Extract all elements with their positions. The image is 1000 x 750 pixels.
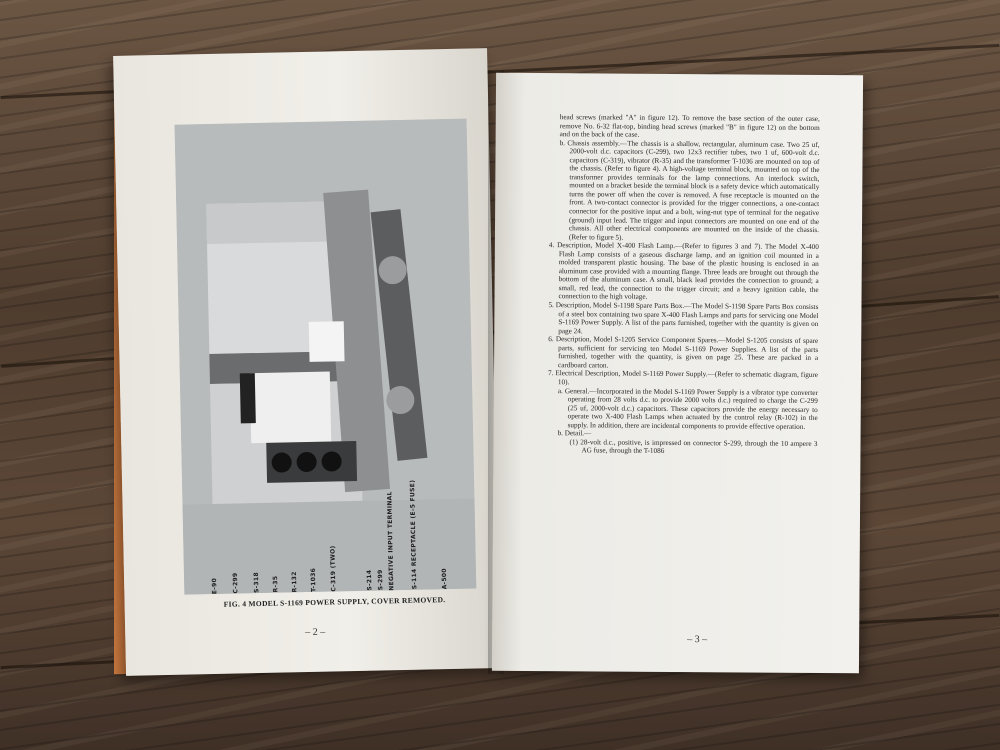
open-booklet: [114, 44, 864, 676]
paragraph: b. Chassis assembly.—The chassis is a shallow, rectangular, aluminum case. Two 25 uf, 2000-volt d.c. capacitors (C-299), two 12x3 rectifier tubes, two 1 uf, 600-volt d.c. capacitors (C-319), vibrator (R-35) and the transformer T-1036 are mounted on top of the chassis. (Refer to figure 4). A high-voltage terminal block, mounted on top of the transformer provides terminals for the lamp connections. An interlock switch, mounted on a bracket beside the terminal block is a safety device which automatically turns the power off when the cover is removed. A fuse receptacle is mounted on the front. A two-contact connector is provided for the trigger connections, a one-contact connector for the positive input and a bolt, wing-nut type of terminal for the negative (ground) input lead. The trigger and input connectors are mounted on one end of the chassis. All other electrical components are mounted on the inside of the chassis. (Refer to figure 5).: [559, 138, 820, 242]
label-s318: S-318: [252, 572, 261, 594]
paragraph: head screws (marked "A" in figure 12). To remove the base section of the outer case, remove No. 6-32 flat-top, binding head screws (marked "B" in figure 12) on the bottom and on the back of the case.: [559, 113, 820, 139]
page-number-right: – 3 –: [687, 634, 708, 646]
paragraph: 4. Description, Model X-400 Flash Lamp.—(Refer to figures 3 and 7). The Model X-400 Flash Lamp consists of a gaseous discharge lamp, and an ignition coil mounted in a molded transparent plastic housing. The base of the plastic housing is enclosed in an aluminum case provided with a mounting flange. Three leads are brought out through the bottom of the aluminum case. A small, black lead provides the connection to ground; a small, red lead, the connection to the trigger circuit; and a heavy ignition cable, the connection to the high voltage.: [548, 241, 819, 302]
label-r35: R-35: [272, 575, 280, 593]
figure-caption: FIG. 4 MODEL S-1169 POWER SUPPLY, COVER REMOVED.: [223, 595, 446, 609]
power-supply-photo: [175, 119, 477, 595]
label-negative-input: NEGATIVE INPUT TERMINAL: [386, 490, 396, 591]
right-page: [492, 73, 863, 674]
part-labels: [187, 468, 476, 594]
label-a500: A-500: [440, 567, 449, 590]
label-s114: S-114 RECEPTACLE (E-5 FUSE): [409, 480, 419, 590]
label-c299: C-299: [231, 572, 240, 594]
label-c319: C-319 (TWO): [329, 545, 338, 592]
label-s214: S-214: [365, 569, 374, 591]
paragraph: 6. Description, Model S-1205 Service Component Spares.—Model S-1205 consists of spare parts, sufficient for servicing ten Model S-1169 Power Supplies. A list of the parts furnished, together with the quantity, is given on page 25. These are packed in a cardboard carton.: [548, 335, 819, 370]
page-number-left: – 2 –: [305, 626, 326, 639]
label-r132: R-132: [290, 571, 299, 593]
label-e90: E-90: [211, 577, 219, 595]
paragraph: 7. Electrical Description, Model S-1169 Power Supply.—(Refer to schematic diagram, figure 10).: [547, 369, 819, 387]
paragraph: (1) 28-volt d.c., positive, is impressed on connector S-299, through the 10 ampere 3 AG fuse, through the T-1086: [569, 438, 818, 456]
paragraph: a. General.—Incorporated in the Model S-1169 Power Supply is a vibrator type converter operating from 28 volts d.c. to provide 2000 volts d.c.) required to charge the C-299 (25 uf, 2000-volt d.c.) capacitors. These capacitors provide the energy necessary to operate two X-400 Flash Lamps when actuated by the control relay (R-102) in the supply. In addition, there are incidental components to provide effective operation.: [557, 386, 818, 431]
label-s299: S-299: [376, 569, 385, 591]
paragraph: b. Detail.—: [557, 429, 592, 438]
body-text: [545, 113, 819, 457]
label-t1036: T-1036: [309, 567, 318, 592]
left-page: [113, 48, 500, 676]
paragraph: 5. Description, Model S-1198 Spare Parts Box.—The Model S-1198 Spare Parts Box consists of a steel box containing two spare X-400 Flash Lamps and parts for servicing one Model S-1169 Power Supply. A list of the parts furnished, together with the quantity is given on page 24.: [548, 301, 819, 336]
